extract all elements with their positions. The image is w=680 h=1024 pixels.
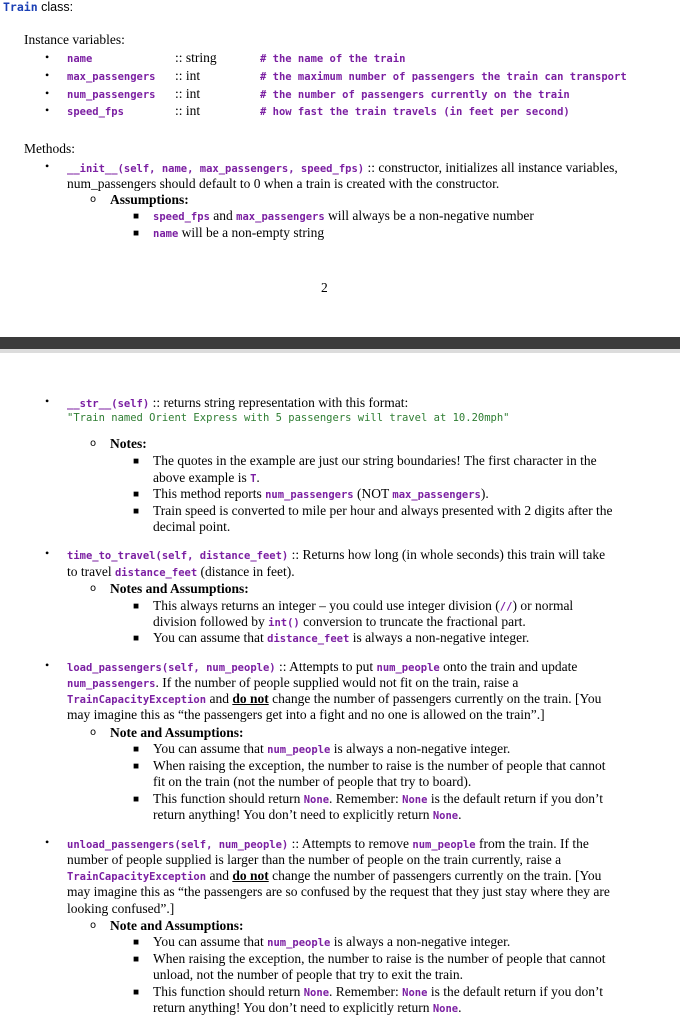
- code-distance-feet: distance_feet: [267, 633, 350, 645]
- text: change the number of passengers currently on the train. [You: [268, 691, 602, 706]
- var-name: name: [67, 53, 93, 65]
- circle-bullet-icon: o: [90, 438, 97, 449]
- var-name: num_passengers: [67, 89, 156, 101]
- text: You can assume that: [153, 630, 268, 645]
- code-none: None: [402, 794, 428, 806]
- code-int: int(): [268, 617, 300, 629]
- code-none: None: [402, 987, 428, 999]
- unload-signature: unload_passengers(self, num_people): [67, 839, 289, 851]
- text: return anything! You don’t need to explicitly return: [153, 807, 433, 822]
- text: .: [458, 807, 462, 822]
- str-desc: :: returns string representation with this format:: [152, 395, 409, 410]
- code-num-people: num_people: [412, 839, 476, 851]
- load-note-2: When raising the exception, the number to raise is the number of people that cannot: [153, 758, 606, 773]
- code-distance-feet: distance_feet: [114, 567, 198, 579]
- str-note-1: The quotes in the example are just our string boundaries! The first character in the: [153, 453, 597, 468]
- code-num-people: num_people: [267, 937, 331, 949]
- square-bullet-icon: ■: [133, 228, 140, 239]
- bullet-icon: •: [45, 103, 50, 117]
- bullet-icon: •: [45, 159, 50, 173]
- square-bullet-icon: ■: [133, 937, 140, 948]
- code-exception: TrainCapacityException: [67, 871, 207, 883]
- code-none: None: [432, 1003, 459, 1015]
- text: .: [458, 1000, 462, 1015]
- unload-desc-4: may imagine this as “the passengers are so confused by the request that they just stay where they are: [67, 884, 610, 899]
- code-num-passengers: num_passengers: [67, 678, 156, 690]
- text: and: [206, 868, 233, 883]
- bullet-icon: •: [45, 546, 50, 560]
- class-name: Train: [3, 0, 38, 14]
- load-desc-4: may imagine this as “the passengers get into a fight and no one is allowed on the train”.]: [67, 707, 545, 722]
- ttt-signature: time_to_travel(self, distance_feet): [67, 550, 289, 562]
- text: conversion to truncate the fractional part.: [299, 614, 526, 629]
- text: onto the train and update: [439, 659, 578, 674]
- load-note-2-cont: fit on the train (not the number of people that try to board).: [153, 774, 472, 789]
- str-signature: __str__(self): [67, 398, 150, 410]
- bullet-icon: •: [45, 394, 50, 408]
- unload-note-2-cont: unload, not the number of people that try to exit the train.: [153, 967, 464, 982]
- text: is the default return if you don’t: [427, 791, 604, 806]
- unload-desc-5: looking confused”.]: [67, 901, 175, 916]
- text: change the number of passengers currently on the train. [You: [268, 868, 602, 883]
- class-heading: [3, 0, 73, 14]
- text: . Remember:: [329, 791, 403, 806]
- bullet-icon: •: [45, 658, 50, 672]
- text: will be a non-empty string: [178, 225, 325, 240]
- code-exception: TrainCapacityException: [67, 694, 207, 706]
- text: ) or normal: [512, 598, 574, 613]
- text: (distance in feet).: [197, 564, 295, 579]
- code-t: T: [250, 473, 257, 485]
- var-type: :: string: [175, 50, 217, 65]
- bullet-icon: •: [45, 86, 50, 100]
- text: is always a non-negative integer.: [330, 934, 511, 949]
- text: return anything! You don’t need to explicitly return: [153, 1000, 433, 1015]
- bullet-icon: •: [45, 835, 50, 849]
- text: will always be a non-negative number: [324, 208, 534, 223]
- text: above example is: [153, 470, 251, 485]
- load-notes-label: Note and Assumptions:: [110, 725, 244, 740]
- text: is the default return if you don’t: [427, 984, 604, 999]
- code-max-passengers: max_passengers: [236, 211, 325, 223]
- code-name: name: [153, 228, 179, 240]
- text: You can assume that: [153, 741, 268, 756]
- circle-bullet-icon: o: [90, 194, 97, 205]
- text: and: [206, 691, 233, 706]
- str-notes-label: Notes:: [110, 436, 147, 451]
- text: This function should return: [153, 791, 304, 806]
- ttt-desc: :: Returns how long (in whole seconds) this train will take: [291, 547, 606, 562]
- square-bullet-icon: ■: [133, 601, 140, 612]
- text: is always a non-negative integer.: [330, 741, 511, 756]
- page-break-shadow: [0, 349, 680, 353]
- var-name: speed_fps: [67, 106, 124, 118]
- square-bullet-icon: ■: [133, 456, 140, 467]
- text: .: [256, 470, 260, 485]
- text: :: Attempts to remove: [291, 836, 413, 851]
- methods-title: Methods:: [24, 141, 76, 156]
- text: You can assume that: [153, 934, 268, 949]
- code-speed-fps: speed_fps: [153, 211, 210, 223]
- square-bullet-icon: ■: [133, 744, 140, 755]
- square-bullet-icon: ■: [133, 761, 140, 772]
- init-desc-2: num_passengers should default to 0 when a train is created with the constructor.: [67, 176, 500, 191]
- init-desc: :: constructor, initializes all instance variables,: [367, 160, 618, 175]
- text: This method reports: [153, 486, 266, 501]
- code-int-div: //: [499, 601, 513, 613]
- var-type: :: int: [175, 103, 201, 118]
- load-signature: load_passengers(self, num_people): [67, 662, 276, 674]
- var-name: max_passengers: [67, 71, 156, 83]
- str-note-3: Train speed is converted to mile per hour and always presented with 2 digits after the: [153, 503, 613, 518]
- ttt-notes-label: Notes and Assumptions:: [110, 581, 249, 596]
- str-note-3-cont: decimal point.: [153, 519, 231, 534]
- bullet-icon: •: [45, 50, 50, 64]
- text: . If the number of people supplied would not fit on the train, raise a: [155, 675, 519, 690]
- code-none: None: [303, 794, 330, 806]
- circle-bullet-icon: o: [90, 583, 97, 594]
- text: (NOT: [353, 486, 393, 501]
- do-not-emphasis: do not: [232, 691, 269, 706]
- square-bullet-icon: ■: [133, 489, 140, 500]
- page-number: 2: [321, 280, 328, 295]
- text: from the train. If the: [475, 836, 589, 851]
- init-assumptions-label: Assumptions:: [110, 192, 189, 207]
- code-num-people: num_people: [267, 744, 331, 756]
- unload-notes-label: Note and Assumptions:: [110, 918, 244, 933]
- text: ).: [480, 486, 489, 501]
- code-max-passengers: max_passengers: [392, 489, 481, 501]
- square-bullet-icon: ■: [133, 794, 140, 805]
- square-bullet-icon: ■: [133, 211, 140, 222]
- code-num-people: num_people: [376, 662, 440, 674]
- do-not-emphasis: do not: [232, 868, 269, 883]
- var-comment: # the name of the train: [260, 53, 406, 65]
- code-none: None: [303, 987, 330, 999]
- text: is always a non-negative integer.: [349, 630, 530, 645]
- init-signature: __init__(self, name, max_passengers, speed_fps): [67, 163, 365, 175]
- circle-bullet-icon: o: [90, 920, 97, 931]
- square-bullet-icon: ■: [133, 506, 140, 517]
- text: This function should return: [153, 984, 304, 999]
- bullet-icon: •: [45, 68, 50, 82]
- square-bullet-icon: ■: [133, 987, 140, 998]
- var-comment: # the maximum number of passengers the train can transport: [260, 71, 627, 83]
- unload-desc-2: number of people supplied is larger than the number of people on the train currently, raise a: [67, 852, 562, 867]
- square-bullet-icon: ■: [133, 954, 140, 965]
- circle-bullet-icon: o: [90, 727, 97, 738]
- text: :: Attempts to put: [279, 659, 377, 674]
- text: and: [209, 208, 237, 223]
- text: division followed by: [153, 614, 269, 629]
- unload-note-2: When raising the exception, the number to raise is the number of people that cannot: [153, 951, 606, 966]
- code-none: None: [432, 810, 459, 822]
- square-bullet-icon: ■: [133, 633, 140, 644]
- text: . Remember:: [329, 984, 403, 999]
- class-word: class:: [41, 0, 74, 14]
- var-type: :: int: [175, 68, 201, 83]
- page-break: [0, 337, 680, 349]
- var-type: :: int: [175, 86, 201, 101]
- str-example: "Train named Orient Express with 5 passengers will travel at 10.20mph": [67, 412, 510, 424]
- code-num-passengers: num_passengers: [265, 489, 354, 501]
- text: This always returns an integer – you could use integer division (: [153, 598, 500, 613]
- var-comment: # the number of passengers currently on the train: [260, 89, 570, 101]
- var-comment: # how fast the train travels (in feet per second): [260, 106, 570, 118]
- text: to travel: [67, 564, 115, 579]
- instance-variables-title: Instance variables:: [24, 32, 125, 47]
